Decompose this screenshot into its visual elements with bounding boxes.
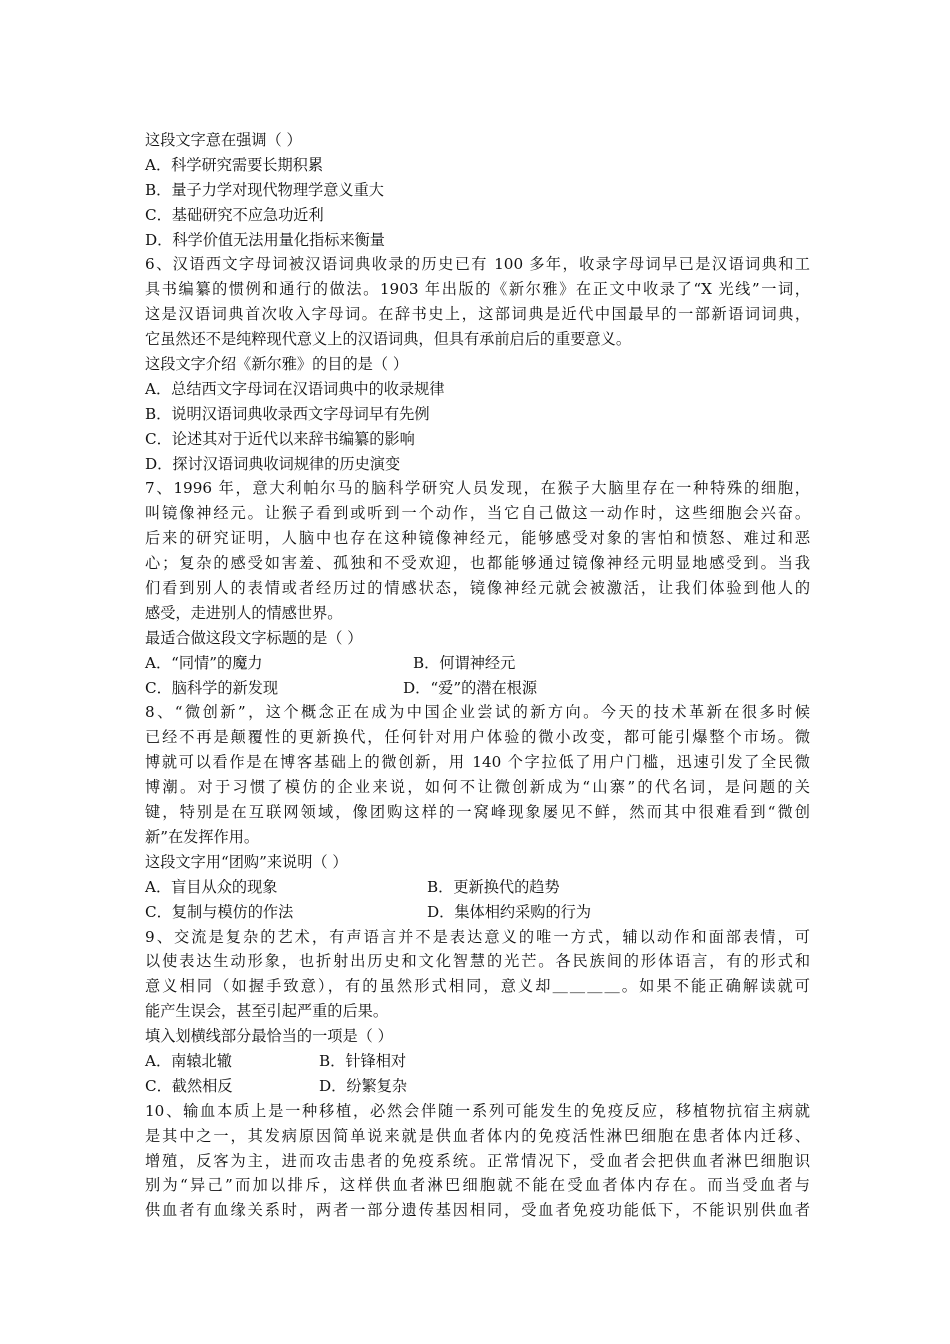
passage-line: 新”在发挥作用。 [145, 827, 260, 846]
passage-line: 已经不再是颠覆性的更新换代，任何针对用户体验的微小改变，都可能引爆整个市场。微 [145, 728, 810, 747]
passage-line: 增殖，反客为主，进而攻击患者的免疫系统。正常情况下，受血者会把供血者淋巴细胞识 [145, 1151, 810, 1170]
answer-option: B．更新换代的趋势 [427, 877, 560, 896]
answer-option: B．量子力学对现代物理学意义重大 [145, 180, 384, 199]
question-passage [145, 476, 810, 625]
answer-option: B．针锋相对 [319, 1051, 407, 1070]
passage-line: 感受，走进别人的情感世界。 [145, 603, 343, 622]
passage-line: 9、交流是复杂的艺术，有声语言并不是表达意义的唯一方式，辅以动作和面部表情，可 [145, 927, 810, 946]
question-prompt: 这段文字意在强调（ ） [145, 131, 302, 149]
document-page [145, 128, 810, 1223]
passage-line: 8、“微创新”，这个概念正在成为中国企业尝试的新方向。今天的技术革新在很多时候 [145, 703, 810, 722]
question-prompt: 这段文字介绍《新尔雅》的目的是（ ） [145, 355, 409, 374]
answer-option: D．集体相约采购的行为 [427, 902, 592, 921]
answer-option: A．“同情”的魔力 [145, 653, 263, 672]
passage-line: 别为“异己”而加以排斥，这样供血者淋巴细胞就不能在受血者体内存在。而当受血者与 [145, 1176, 810, 1195]
passage-line: 具书编纂的惯例和通行的做法。1903 年出版的《新尔雅》在正文中收录了“X 光线”一词， [145, 280, 810, 299]
passage-line: 是其中之一，其发病原因简单说来就是供血者体内的免疫活性淋巴细胞在患者体内迁移、 [145, 1126, 810, 1145]
answer-option: C．截然相反 [145, 1076, 233, 1095]
passage-line: 博就可以看作是在博客基础上的微创新，用 140 个字拉低了用户门槛，迅速引发了全民微 [145, 753, 810, 772]
passage-line: 博潮。对于习惯了模仿的企业来说，如何不让微创新成为“山寨”的代名词，是问题的关 [145, 778, 810, 797]
passage-line: 能产生误会，甚至引起严重的后果。 [145, 1002, 388, 1021]
passage-line: 键，特别是在互联网领域，像团购这样的一窝峰现象屡见不鲜，然而其中很难看到“微创 [145, 803, 810, 822]
passage-line: 们看到别人的表情或者经历过的情感状态，镜像神经元就会被激活，让我们体验到他人的 [145, 579, 810, 598]
passage-line: 以使表达生动形象，也折射出历史和文化智慧的光芒。各民族间的形体语言，有的形式和 [145, 952, 810, 971]
answer-option: B．何谓神经元 [413, 653, 516, 672]
answer-option: D．“爱”的潜在根源 [403, 678, 538, 697]
answer-option: A．南辕北辙 [145, 1051, 232, 1070]
answer-option-row [145, 875, 810, 900]
question-prompt: 这段文字用“团购”来说明（ ） [145, 852, 348, 871]
passage-line: 这是汉语词典首次收入字母词。在辞书史上，这部词典是近代中国最早的一部新语词词典， [145, 305, 810, 324]
question-passage [145, 700, 810, 849]
answer-option: D．探讨汉语词典收词规律的历史演变 [145, 454, 401, 473]
passage-line: 后来的研究证明，人脑中也存在这种镜像神经元，能够感受对象的害怕和愤怒、难过和恶 [145, 529, 810, 548]
question-prompt: 最适合做这段文字标题的是（ ） [145, 628, 363, 647]
passage-line: 它虽然还不是纯粹现代意义上的汉语词典，但具有承前启后的重要意义。 [145, 330, 631, 349]
answer-option: D．科学价值无法用量化指标来衡量 [145, 230, 385, 249]
answer-option: A．科学研究需要长期积累 [145, 155, 324, 174]
answer-option-row [145, 651, 810, 676]
answer-option-row [145, 1074, 810, 1099]
answer-option: A．总结西文字母词在汉语词典中的收录规律 [145, 379, 445, 398]
question-prompt: 填入划横线部分最恰当的一项是（ ） [145, 1027, 393, 1046]
answer-option-row [145, 1049, 810, 1074]
passage-line: 意义相同（如握手致意），有的虽然形式相同，意义却＿＿＿＿。如果不能正确解读就可 [145, 977, 810, 996]
answer-option: C．复制与模仿的作法 [145, 902, 294, 921]
answer-option-row [145, 676, 810, 701]
answer-option: D．纷繁复杂 [319, 1076, 408, 1095]
question-passage [145, 1099, 810, 1223]
passage-line: 叫镜像神经元。让猴子看到或听到一个动作，当它自己做这一动作时，这些细胞会兴奋。 [145, 504, 810, 523]
answer-option: C．论述其对于近代以来辞书编纂的影响 [145, 429, 415, 448]
answer-option: C．脑科学的新发现 [145, 678, 279, 697]
passage-line: 7、1996 年，意大利帕尔马的脑科学研究人员发现，在猴子大脑里存在一种特殊的细胞， [145, 479, 810, 498]
passage-line: 供血者有血缘关系时，两者一部分遗传基因相同，受血者免疫功能低下，不能识别供血者 [145, 1201, 810, 1220]
answer-option: A．盲目从众的现象 [145, 877, 278, 896]
passage-line: 10、输血本质上是一种移植，必然会伴随一系列可能发生的免疫反应，移植物抗宿主病就 [145, 1101, 810, 1120]
answer-option-row [145, 900, 810, 925]
answer-option: C．基础研究不应急功近利 [145, 205, 324, 224]
passage-line: 心；复杂的感受如害羞、孤独和不受欢迎，也都能够通过镜像神经元明显地感受到。当我 [145, 554, 810, 573]
passage-line: 6、汉语西文字母词被汉语词典收录的历史已有 100 多年，收录字母词早已是汉语词典和工 [145, 255, 810, 274]
answer-option: B．说明汉语词典收录西文字母词早有先例 [145, 404, 430, 423]
question-passage [145, 252, 810, 352]
question-passage [145, 925, 810, 1025]
